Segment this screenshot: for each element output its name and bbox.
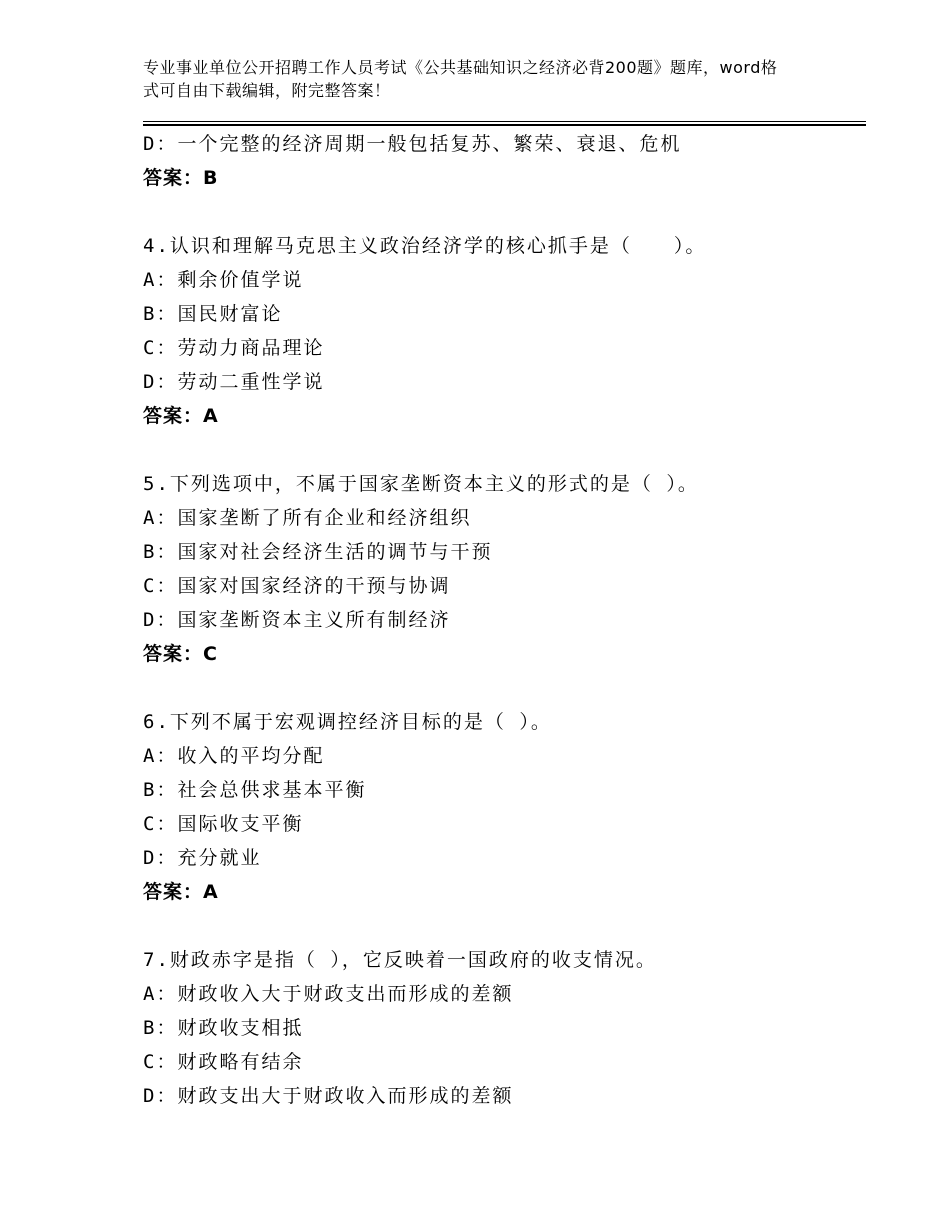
document-header-text: 专业事业单位公开招聘工作人员考试《公共基础知识之经济必背200题》题库，word格式可自由下载编辑，附完整答案！ — [143, 58, 778, 100]
option-c: C：国家对国家经济的干预与协调 — [143, 575, 451, 597]
option-b: B：财政收支相抵 — [143, 1017, 304, 1039]
spacer — [143, 671, 873, 705]
question-block-5 — [143, 467, 873, 671]
option-c: C：国际收支平衡 — [143, 813, 304, 835]
option-d: D：财政支出大于财政收入而形成的差额 — [143, 1085, 514, 1107]
answer-line: 答案：B — [143, 167, 219, 189]
option-d: D：一个完整的经济周期一般包括复苏、繁荣、衰退、危机 — [143, 133, 682, 155]
spacer — [143, 909, 873, 943]
question-block-3 — [143, 127, 873, 195]
option-d: D：充分就业 — [143, 847, 262, 869]
option-c: C：财政略有结余 — [143, 1051, 304, 1073]
option-d: D：国家垄断资本主义所有制经济 — [143, 609, 451, 631]
question-block-7 — [143, 943, 873, 1113]
question-list — [143, 127, 873, 1113]
option-a: A：财政收入大于财政支出而形成的差额 — [143, 983, 514, 1005]
spacer — [143, 195, 873, 229]
question-block-6 — [143, 705, 873, 909]
option-a: A：收入的平均分配 — [143, 745, 325, 767]
answer-line: 答案：C — [143, 643, 218, 665]
option-b: B：社会总供求基本平衡 — [143, 779, 367, 801]
answer-line: 答案：A — [143, 405, 219, 427]
document-header — [143, 56, 783, 102]
option-a: A：国家垄断了所有企业和经济组织 — [143, 507, 472, 529]
question-stem: 4.认识和理解马克思主义政治经济学的核心抓手是（ ）。 — [143, 235, 707, 257]
question-stem: 7.财政赤字是指（ ），它反映着一国政府的收支情况。 — [143, 949, 657, 971]
question-stem: 6.下列不属于宏观调控经济目标的是（ ）。 — [143, 711, 552, 733]
answer-line: 答案：A — [143, 881, 219, 903]
option-d: D：劳动二重性学说 — [143, 371, 325, 393]
header-rule-thin — [143, 121, 866, 122]
question-stem: 5.下列选项中，不属于国家垄断资本主义的形式的是（ ）。 — [143, 473, 699, 495]
header-rule-thick — [143, 124, 866, 126]
question-block-4 — [143, 229, 873, 433]
option-c: C：劳动力商品理论 — [143, 337, 325, 359]
option-b: B：国民财富论 — [143, 303, 283, 325]
spacer — [143, 433, 873, 467]
option-b: B：国家对社会经济生活的调节与干预 — [143, 541, 493, 563]
option-a: A：剩余价值学说 — [143, 269, 304, 291]
